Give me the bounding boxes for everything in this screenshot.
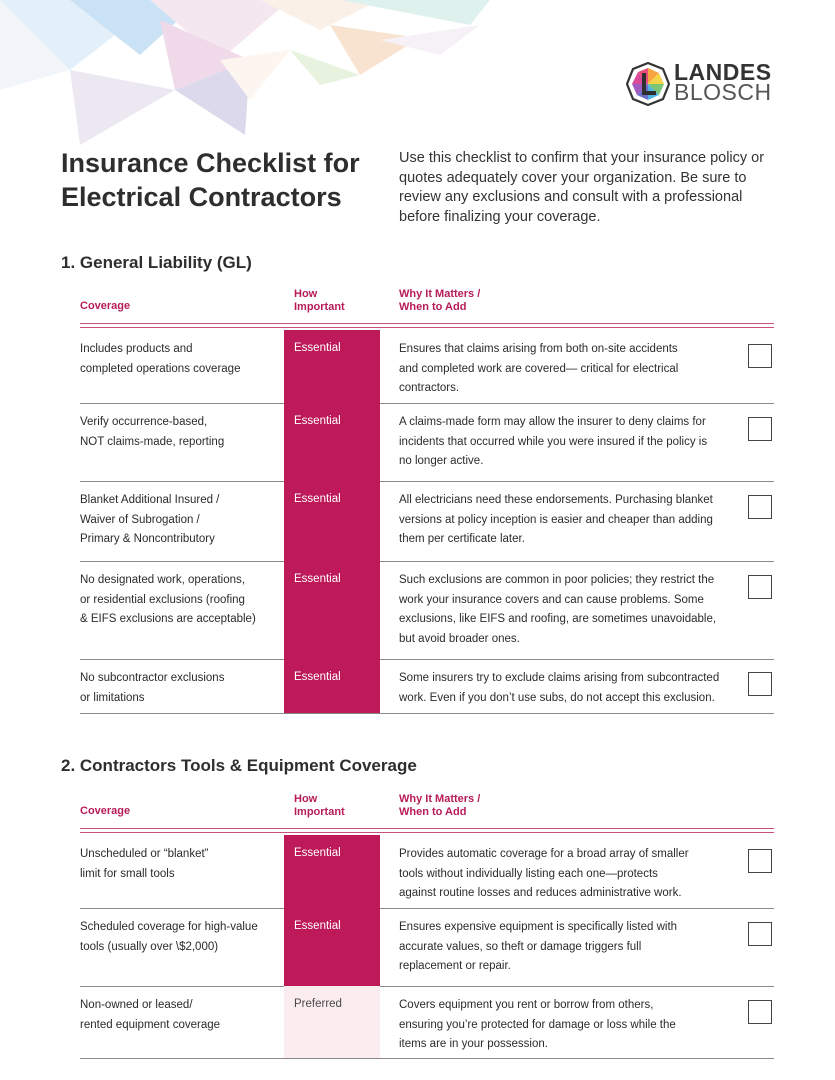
importance-cell (284, 481, 380, 561)
why-it-matters-cell (399, 340, 729, 399)
importance-cell (284, 330, 380, 403)
coverage-cell (80, 918, 280, 957)
checkbox[interactable] (748, 344, 772, 368)
coverage-cell (80, 413, 280, 452)
company-logo (624, 60, 784, 108)
checkbox[interactable] (748, 922, 772, 946)
why-it-matters-cell (399, 491, 729, 550)
logo-mark-icon (626, 62, 670, 106)
why-text-line: replacement or repair. (399, 960, 511, 972)
why-text-line: Ensures expensive equipment is specifically listed with (399, 921, 678, 933)
intro-paragraph: Use this checklist to confirm that your insurance policy or quotes adequately cover your organization. Be sure to review any exclusions and consult with a professional before finalizing your coverage. (399, 150, 765, 225)
why-it-matters-cell (399, 845, 729, 904)
header-rule (80, 828, 774, 829)
why-text-line: no longer active. (399, 455, 484, 467)
importance-cell (284, 403, 380, 481)
coverage-text-line: completed operations coverage (80, 362, 241, 375)
importance-label: Essential (294, 342, 341, 354)
checklist-row (80, 835, 774, 909)
importance-cell (284, 986, 380, 1058)
why-it-matters-cell (399, 413, 729, 472)
importance-label: Essential (294, 493, 341, 505)
coverage-text-line: Includes products and (80, 343, 193, 355)
why-it-matters-cell (399, 996, 729, 1055)
checklist-row (80, 659, 774, 714)
section-heading: 2. Contractors Tools & Equipment Coverage (61, 756, 417, 775)
column-header-why-matters: Why It Matters / (399, 288, 481, 300)
column-header-important: Important (294, 806, 345, 818)
why-text-line: work. Even if you don’t use subs, do not accept this exclusion. (399, 691, 715, 704)
why-text-line: tools without individually listing each one—protects (399, 867, 658, 880)
checkbox[interactable] (748, 672, 772, 696)
why-text-line: and completed work are covered— critical for electrical (399, 362, 679, 375)
coverage-text-line: Scheduled coverage for high-value (80, 921, 258, 933)
checkbox[interactable] (748, 1000, 772, 1024)
importance-label: Preferred (294, 998, 342, 1010)
importance-cell (284, 908, 380, 986)
coverage-cell (80, 571, 280, 630)
importance-cell (284, 835, 380, 908)
column-header-importance (294, 793, 345, 819)
coverage-text-line: limit for small tools (80, 867, 175, 880)
header-rule (80, 327, 774, 328)
page-title: Insurance Checklist for Electrical Contractors (61, 148, 360, 212)
checklist-row (80, 403, 774, 482)
checkbox[interactable] (748, 849, 772, 873)
coverage-text-line: Non-owned or leased/ (80, 999, 193, 1011)
checkbox[interactable] (748, 575, 772, 599)
header-rule (80, 832, 774, 833)
checklist-row (80, 908, 774, 987)
coverage-cell (80, 996, 280, 1035)
column-header-how: How (294, 288, 318, 300)
checklist-row (80, 330, 774, 404)
why-text-line: contractors. (399, 382, 460, 394)
column-header-why-matters: Why It Matters / (399, 793, 481, 805)
why-text-line: ensuring you’re protected for damage or loss while the (399, 1018, 676, 1031)
column-header-when-to-add: When to Add (399, 301, 467, 313)
why-text-line: versions at policy inception is easier and cheaper than adding (399, 513, 713, 526)
column-header-when-to-add: When to Add (399, 806, 467, 818)
importance-label: Essential (294, 847, 341, 859)
importance-label: Essential (294, 920, 341, 932)
coverage-cell (80, 669, 280, 708)
checklist-row (80, 481, 774, 562)
why-text-line: them per certificate later. (399, 533, 525, 545)
checklist-row (80, 561, 774, 660)
column-header-coverage: Coverage (80, 300, 131, 312)
column-header-how: How (294, 793, 318, 805)
coverage-cell (80, 845, 280, 884)
logo-line-1: LANDES (674, 59, 772, 85)
coverage-text-line: Waiver of Subrogation / (80, 513, 200, 526)
column-header-coverage: Coverage (80, 805, 131, 817)
checkbox[interactable] (748, 495, 772, 519)
why-text-line: against routine losses and reduces administrative work. (399, 887, 682, 899)
importance-label: Essential (294, 415, 341, 427)
decorative-triangles (0, 0, 520, 160)
importance-label: Essential (294, 671, 341, 683)
coverage-text-line: Blanket Additional Insured / (80, 494, 220, 506)
why-text-line: items are in your possession. (399, 1038, 548, 1050)
logo-line-2: BLOSCH (674, 79, 772, 105)
coverage-text-line: Verify occurrence-based, (80, 416, 208, 428)
column-header-importance (294, 288, 345, 314)
column-header-important: Important (294, 301, 345, 313)
why-text-line: work your insurance covers and can cause problems. Some (399, 593, 704, 606)
coverage-cell (80, 340, 280, 379)
importance-cell (284, 561, 380, 659)
why-text-line: but avoid broader ones. (399, 632, 520, 645)
why-text-line: accurate values, so theft or damage triggers full (399, 940, 642, 953)
coverage-text-line: or limitations (80, 691, 145, 704)
coverage-text-line: tools (usually over \$2,000) (80, 940, 219, 953)
coverage-text-line: NOT claims-made, reporting (80, 435, 225, 448)
why-it-matters-cell (399, 669, 729, 708)
checklist-row (80, 986, 774, 1059)
why-text-line: Covers equipment you rent or borrow from others, (399, 999, 654, 1011)
importance-cell (284, 659, 380, 713)
why-it-matters-cell (399, 918, 729, 977)
why-text-line: incidents that occurred while you were insured if the policy is (399, 435, 708, 448)
coverage-text-line: No subcontractor exclusions (80, 672, 225, 684)
coverage-text-line: & EIFS exclusions are acceptable) (80, 613, 256, 625)
section-heading: 1. General Liability (GL) (61, 253, 252, 272)
coverage-text-line: or residential exclusions (roofing (80, 593, 245, 606)
checkbox[interactable] (748, 417, 772, 441)
column-header-why (399, 288, 480, 314)
coverage-text-line: rented equipment coverage (80, 1018, 221, 1031)
coverage-text-line: Primary & Noncontributory (80, 533, 215, 545)
importance-label: Essential (294, 573, 341, 585)
why-text-line: A claims-made form may allow the insurer to deny claims for (399, 416, 706, 428)
why-text-line: Such exclusions are common in poor policies; they restrict the (399, 574, 715, 586)
why-it-matters-cell (399, 571, 729, 649)
coverage-text-line: Unscheduled or “blanket” (80, 848, 209, 860)
column-header-why (399, 793, 480, 819)
coverage-cell (80, 491, 280, 550)
why-text-line: Ensures that claims arising from both on-site accidents (399, 343, 678, 355)
logo-wordmark (674, 59, 772, 105)
why-text-line: Some insurers try to exclude claims arising from subcontracted (399, 672, 720, 684)
why-text-line: All electricians need these endorsements. Purchasing blanket (399, 494, 713, 506)
why-text-line: Provides automatic coverage for a broad array of smaller (399, 848, 689, 860)
coverage-text-line: No designated work, operations, (80, 574, 245, 586)
header-rule (80, 323, 774, 324)
why-text-line: exclusions, like EIFS and roofing, are sometimes unavoidable, (399, 613, 717, 625)
